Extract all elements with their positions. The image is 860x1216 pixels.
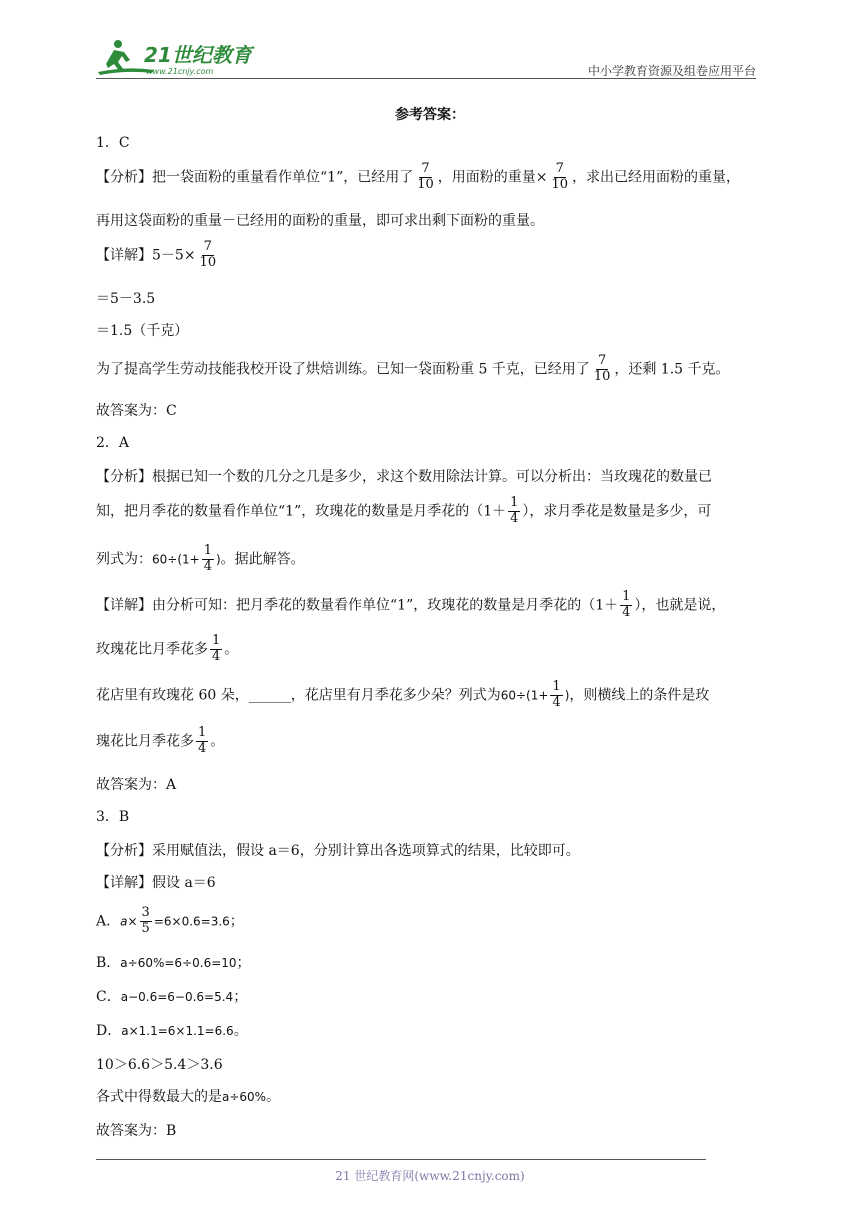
fraction [198,240,219,271]
q2-detail-line2: 玫瑰花比月季花多 $\frac{1}{4}$ 。 [96,633,239,664]
fraction-denominator: 4 [552,694,561,710]
fraction-numerator: 7 [555,161,564,176]
fraction [140,906,152,937]
q2-answer: 2．A [96,435,130,451]
footer-link[interactable]: 21 世纪教育网(www.21cnjy.com) [335,1169,525,1183]
fraction [196,726,208,757]
q1-final-answer: 故答案为：C [96,403,177,419]
fraction-numerator: 1 [510,495,519,510]
fraction [550,162,571,193]
fraction-denominator: 10 [593,368,611,384]
header-divider [96,78,756,79]
site-logo [96,36,256,80]
svg-text:www.21cnjy.com: www.21cnjy.com [146,67,214,76]
fraction [592,354,613,385]
fraction-denominator: 4 [622,604,631,620]
fraction-numerator: 3 [141,905,150,920]
q2-analysis-line2: 知，把月季花的数量看作单位“1”，玫瑰花的数量是月季花的（1＋ $\frac{1}{4}$ ），求月季花是数量是多少，可 [96,495,712,526]
fraction-denominator: 4 [203,558,212,574]
q3-answer: 3．B [96,809,130,825]
fraction-denominator: 10 [199,254,217,270]
q2-analysis-line1: 【分析】根据已知一个数的几分之几是多少，求这个数用除法计算。可以分析出：当玫瑰花的数量已 [96,469,712,485]
fraction [202,544,214,575]
fraction-numerator: 1 [552,679,561,694]
q2-analysis-line3: 列式为：60÷(1+ $\frac{1}{4}$ )。据此解答。 [96,543,305,574]
footer-divider [96,1159,706,1160]
fraction-denominator: 4 [198,740,207,756]
q2-conclusion-line1: 花店里有玫瑰花 60 朵，______，花店里有月季花多少朵？列式为60÷(1+ $\frac{1}{4}$ )，则横线上的条件是玫 [96,679,710,710]
q2-final-answer: 故答案为：A [96,777,177,793]
fraction-numerator: 1 [198,725,207,740]
q3-detail: 【详解】假设 a＝6 [96,875,216,891]
fraction-denominator: 10 [551,176,569,192]
fraction-numerator: 1 [203,543,212,558]
q1-step2: ＝1.5（千克） [96,323,189,339]
q3-largest: 各式中得数最大的是a÷60%。 [96,1089,281,1105]
q3-analysis: 【分析】采用赋值法，假设 a＝6，分别计算出各选项算式的结果，比较即可。 [96,843,580,859]
fraction-numerator: 7 [597,353,607,368]
q1-answer: 1．C [96,135,130,151]
q3-option-a: A．a× $\frac{3}{5}$ =6×0.6=3.6； [96,905,244,936]
fraction-numerator: 7 [203,239,212,254]
q1-analysis: 【分析】把一袋面粉的重量看作单位“1”，已经用了 $\frac{7}{10}$ ，用面粉的重量× $\frac{7}{10}$ ，求出已经用面粉的重量， [96,161,741,192]
q3-option-d: D．a×1.1=6×1.1=6.6。 [96,1023,248,1039]
fraction [415,162,436,193]
fraction-denominator: 4 [510,510,519,526]
q2-detail-line1: 【详解】由分析可知：把月季花的数量看作单位“1”，玫瑰花的数量是月季花的（1＋ $\frac{1}{4}$ ），也就是说， [96,589,726,620]
fraction [508,496,520,527]
q1-analysis-line2: 再用这袋面粉的重量－已经用的面粉的重量，即可求出剩下面粉的重量。 [96,213,544,229]
q3-option-b: B．a÷60%=6÷0.6=10； [96,955,251,971]
page-title: 参考答案： [395,107,465,123]
q1-detail: 【详解】5－5× $\frac{7}{10}$ [96,239,217,270]
fraction [550,680,562,711]
answer-blank: ______ [248,687,291,704]
fraction [620,590,632,621]
fraction-numerator: 7 [421,161,430,176]
fraction-numerator: 1 [622,589,631,604]
q3-compare: 10＞6.6＞5.4＞3.6 [96,1057,223,1073]
q3-option-c: C．a−0.6=6−0.6=5.4； [96,989,248,1005]
q1-conclusion: 为了提高学生劳动技能我校开设了烘焙训练。已知一袋面粉重 5 千克，已经用了 $\frac{7}{10}$ ，还剩 1.5 千克。 [96,353,730,384]
q1-step1: ＝5－3.5 [96,291,156,307]
fraction-numerator: 1 [212,633,221,648]
fraction-denominator: 4 [212,648,221,664]
header-platform-text: 中小学教育资源及组卷应用平台 [587,64,756,78]
fraction [210,634,222,665]
fraction-denominator: 5 [141,920,150,936]
q2-conclusion-line2: 瑰花比月季花多 $\frac{1}{4}$ 。 [96,725,225,756]
q3-final-answer: 故答案为：B [96,1123,177,1139]
svg-text:21世纪教育: 21世纪教育 [144,43,252,67]
fraction-denominator: 10 [417,176,434,192]
